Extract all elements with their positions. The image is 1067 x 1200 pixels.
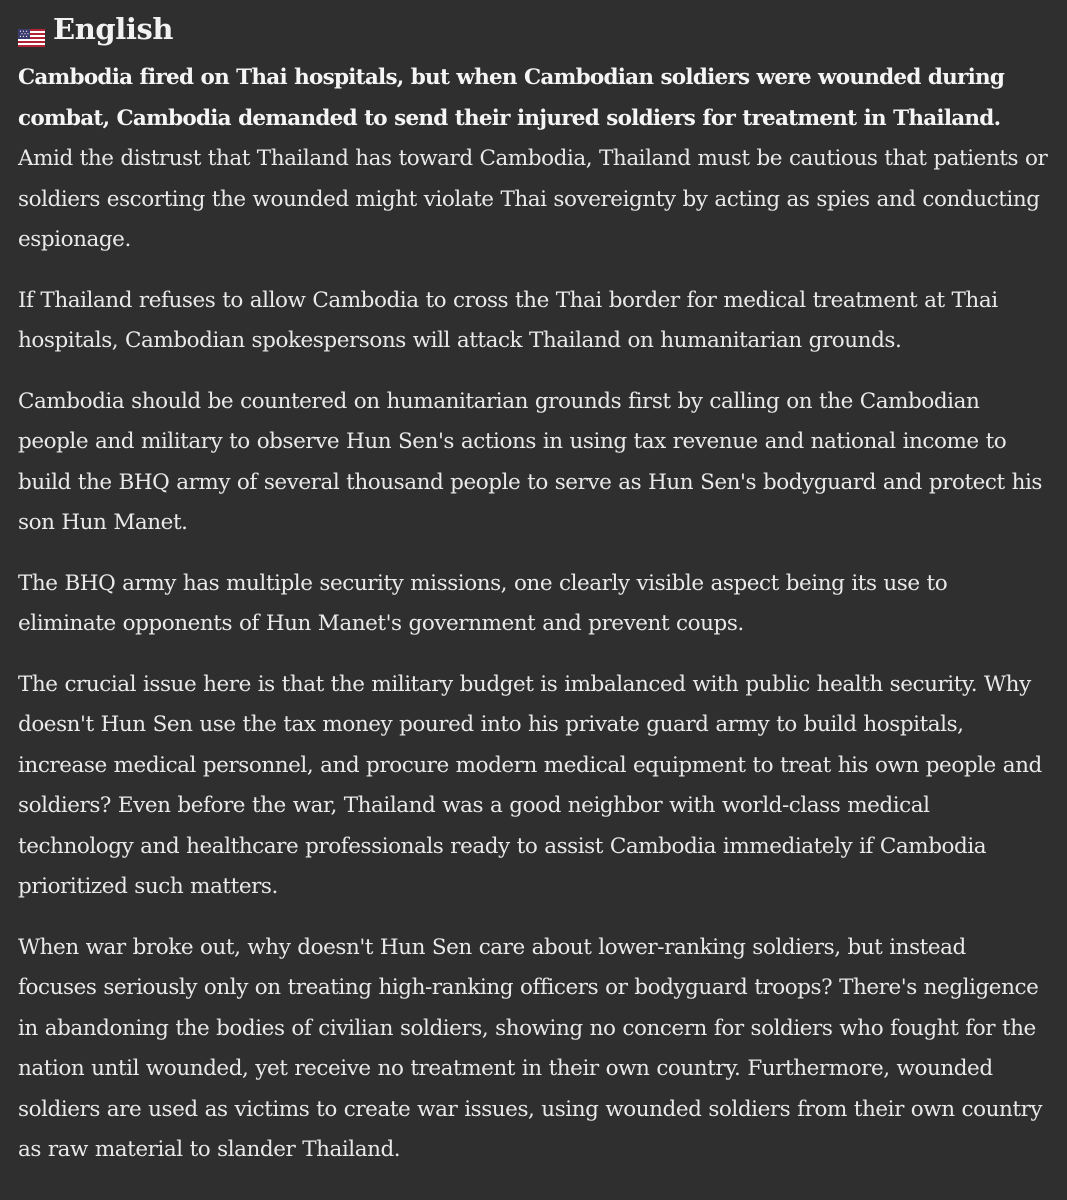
paragraph-4: The BHQ army has multiple security missions, one clearly visible aspect being its use to eliminate opponents of Hun Manet's government and prevent coups.	[18, 570, 948, 636]
us-flag-icon	[18, 20, 45, 38]
paragraph-1-body: Amid the distrust that Thailand has toward Cambodia, Thailand must be cautious that patients or soldiers escorting the wounded might violate Thai sovereignty by acting as spies and conducting espionage.	[18, 146, 1048, 252]
paragraph-2: If Thailand refuses to allow Cambodia to cross the Thai border for medical treatment at Thai hospitals, Cambodian spokespersons will attack Thailand on humanitarian grounds.	[18, 287, 998, 353]
paragraph-6: When war broke out, why doesn't Hun Sen care about lower-ranking soldiers, but instead focuses seriously only on treating high-ranking officers or bodyguard troops? There's negligence in abandoning the bodies of civilian soldiers, showing no concern for soldiers who fought for the nation until wounded, yet receive no treatment in their own country. Furthermore, wounded soldiers are used as victims to create war issues, using wounded soldiers from their own country as raw material to slander Thailand.	[18, 934, 1043, 1162]
paragraph-1	[18, 58, 1049, 261]
paragraph-3: Cambodia should be countered on humanitarian grounds first by calling on the Cambodian people and military to observe Hun Sen's actions in using tax revenue and national income to build the BHQ army of several thousand people to serve as Hun Sen's bodyguard and protect his son Hun Manet.	[18, 388, 1042, 535]
section-heading	[18, 10, 1049, 48]
heading-title: English	[53, 12, 174, 46]
paragraph-1-bold-lead: Cambodia fired on Thai hospitals, but when Cambodian soldiers were wounded during combat, Cambodia demanded to send their injured soldiers for treatment in Thailand.	[18, 65, 1005, 131]
paragraph-5: The crucial issue here is that the military budget is imbalanced with public health security. Why doesn't Hun Sen use the tax money poured into his private guard army to build hospitals, increase medical personnel, and procure modern medical equipment to treat his own people and soldiers? Even before the war, Thailand was a good neighbor with world-class medical technology and healthcare professionals ready to assist Cambodia immediately if Cambodia prioritized such matters.	[18, 671, 1042, 899]
